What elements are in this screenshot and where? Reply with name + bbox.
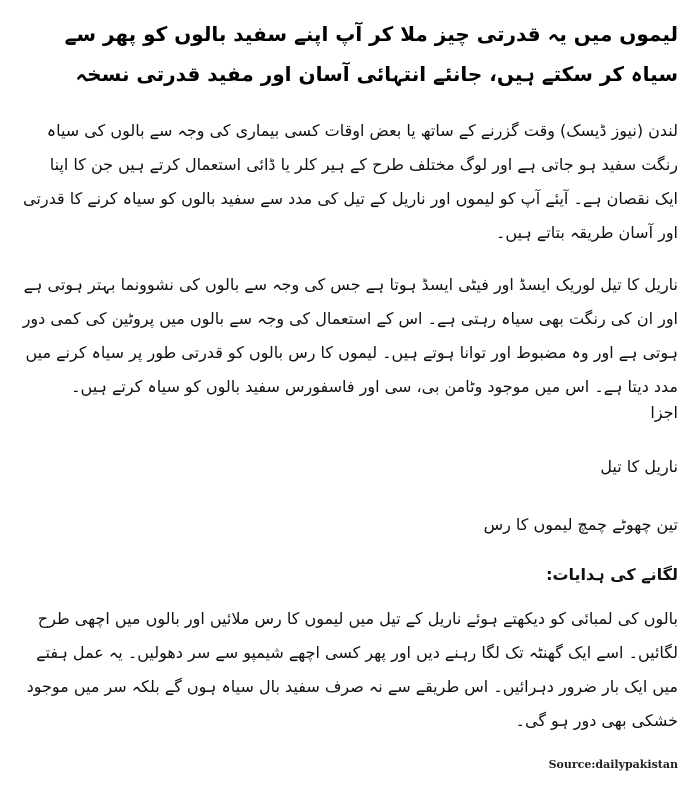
ingredient-item: ناریل کا تیل bbox=[600, 457, 678, 476]
ingredients-heading: اجزا bbox=[650, 403, 678, 422]
method-heading: لگانے کی ہدایات: bbox=[546, 565, 678, 584]
benefits-paragraph: ناریل کا تیل لوریک ایسڈ اور فیٹی ایسڈ ہوتا ہے جس کی وجہ سے بالوں کی نشوونما بہتر ہوتی ہے اور ان کی رنگت بھی سیاہ رہتی ہے۔ اس کے استعمال کی وجہ سے بالوں میں پروٹین کی کمی دور ہوتی ہے اور وہ مضبوط اور توانا ہوتے ہیں۔ لیموں کا رس بالوں کو قدرتی طور پر سیاہ کرنے میں مدد دیتا ہے۔ اس میں موجود وٹامن بی، سی اور فاسفورس سفید بالوں کو سیاہ کرتے ہیں۔ bbox=[22, 275, 678, 396]
method-paragraph: بالوں کی لمبائی کو دیکھتے ہوئے ناریل کے تیل میں لیموں کا رس ملائیں اور بالوں میں اچھی طرح لگائیں۔ اسے ایک گھنٹہ تک لگا رہنے دیں اور پھر کسی اچھے شیمپو سے سر دھولیں۔ یہ عمل ہفتے میں ایک بار ضرور دہرائیں۔ اس طریقے سے نہ صرف سفید بال سیاہ ہوں گے بلکہ سر میں موجود خشکی بھی دور ہو گی۔ bbox=[26, 609, 678, 730]
article-title: لیموں میں یہ قدرتی چیز ملا کر آپ اپنے سفید بالوں کو پھر سے سیاہ کر سکتے ہیں، جانئے انتہائی آسان اور مفید قدرتی نسخہ bbox=[64, 22, 678, 86]
ingredient-item: تین چھوٹے چمچ لیموں کا رس bbox=[483, 515, 678, 534]
intro-paragraph: لندن (نیوز ڈیسک) وقت گزرنے کے ساتھ یا بعض اوقات کسی بیماری کی وجہ سے بالوں کی سیاہ رنگت سفید ہو جاتی ہے اور لوگ مختلف طرح کے ہیر کلر یا ڈائی استعمال کرتے ہیں جن کا اپنا ایک نقصان ہے۔ آیئے آپ کو لیموں اور ناریل کے تیل کی مدد سے سفید بالوں کو سیاہ کرنے کا قدرتی اور آسان طریقہ بتاتے ہیں۔ bbox=[23, 121, 678, 242]
source-credit: Source:dailypakistan bbox=[548, 758, 678, 771]
